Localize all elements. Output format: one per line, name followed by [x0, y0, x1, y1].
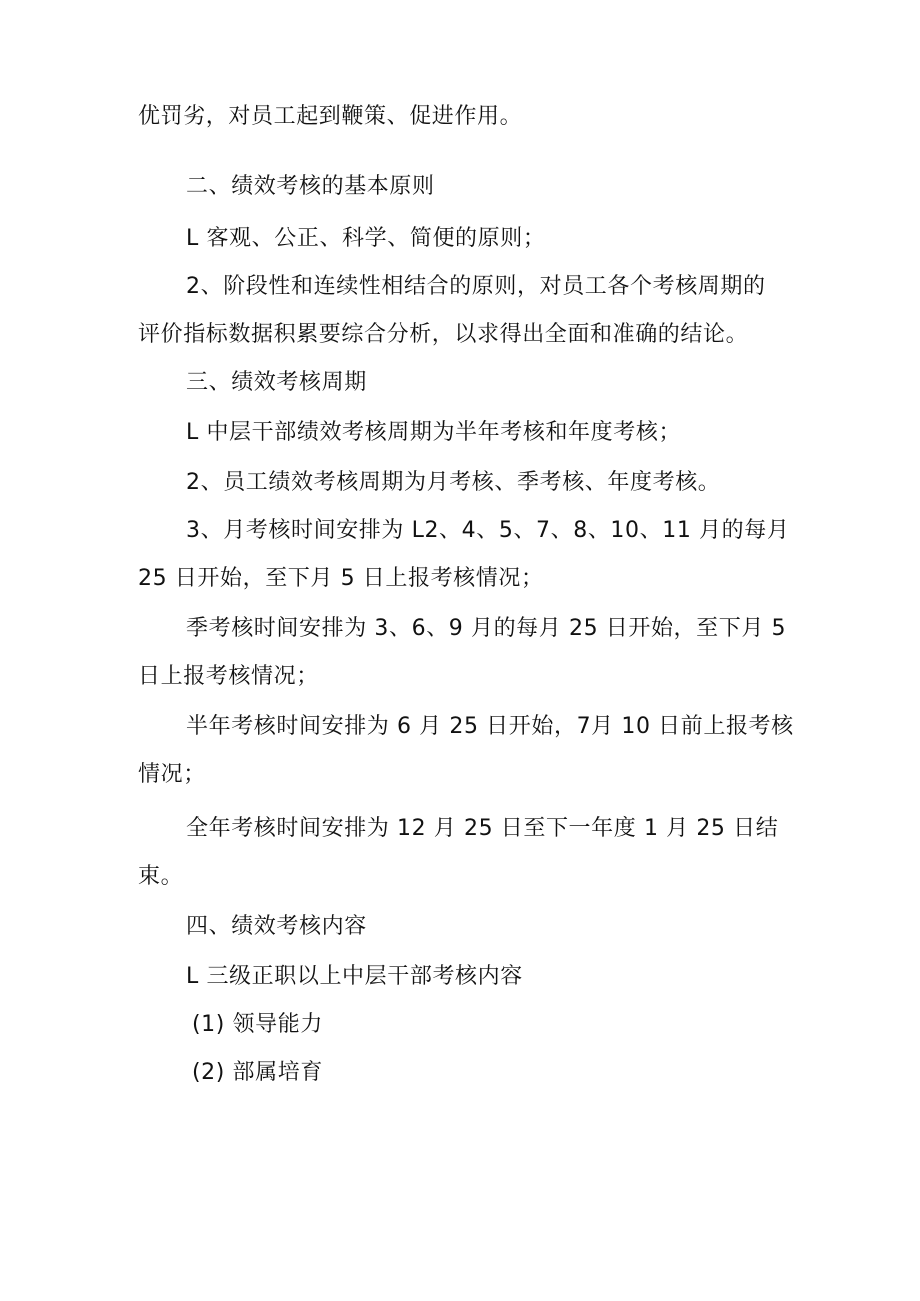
- list-item: L 客观、公正、科学、简便的原则；: [186, 226, 546, 251]
- list-item: 2、员工绩效考核周期为月考核、季考核、年度考核。: [186, 470, 721, 495]
- paragraph-line: 全年考核时间安排为 12 月 25 日至下一年度 1 月 25 日结: [186, 816, 779, 841]
- sub-list-item: (2) 部属培育: [192, 1060, 323, 1085]
- paragraph-line: 半年考核时间安排为 6 月 25 日开始，7月 10 日前上报考核: [186, 714, 794, 739]
- list-item: L 三级正职以上中层干部考核内容: [186, 964, 523, 989]
- paragraph-line: 日上报考核情况；: [138, 664, 319, 689]
- list-item: 3、月考核时间安排为 L2、4、5、7、8、10、11 月的每月: [186, 518, 790, 543]
- sub-list-item: (1) 领导能力: [192, 1012, 323, 1037]
- list-item: 2、阶段性和连续性相结合的原则，对员工各个考核周期的: [186, 274, 766, 299]
- paragraph-line: 25 日开始，至下月 5 日上报考核情况；: [138, 566, 544, 591]
- section-heading: 三、绩效考核周期: [186, 370, 367, 395]
- paragraph-line: 束。: [138, 864, 184, 889]
- section-heading: 二、绩效考核的基本原则: [186, 174, 435, 199]
- paragraph-line: 季考核时间安排为 3、6、9 月的每月 25 日开始，至下月 5: [186, 616, 787, 641]
- list-item: L 中层干部绩效考核周期为半年考核和年度考核；: [186, 420, 682, 445]
- paragraph-line: 评价指标数据积累要综合分析，以求得出全面和准确的结论。: [138, 322, 749, 347]
- paragraph-line: 情况；: [138, 762, 206, 787]
- section-heading: 四、绩效考核内容: [186, 914, 367, 939]
- paragraph-line: 优罚劣，对员工起到鞭策、促进作用。: [138, 104, 523, 129]
